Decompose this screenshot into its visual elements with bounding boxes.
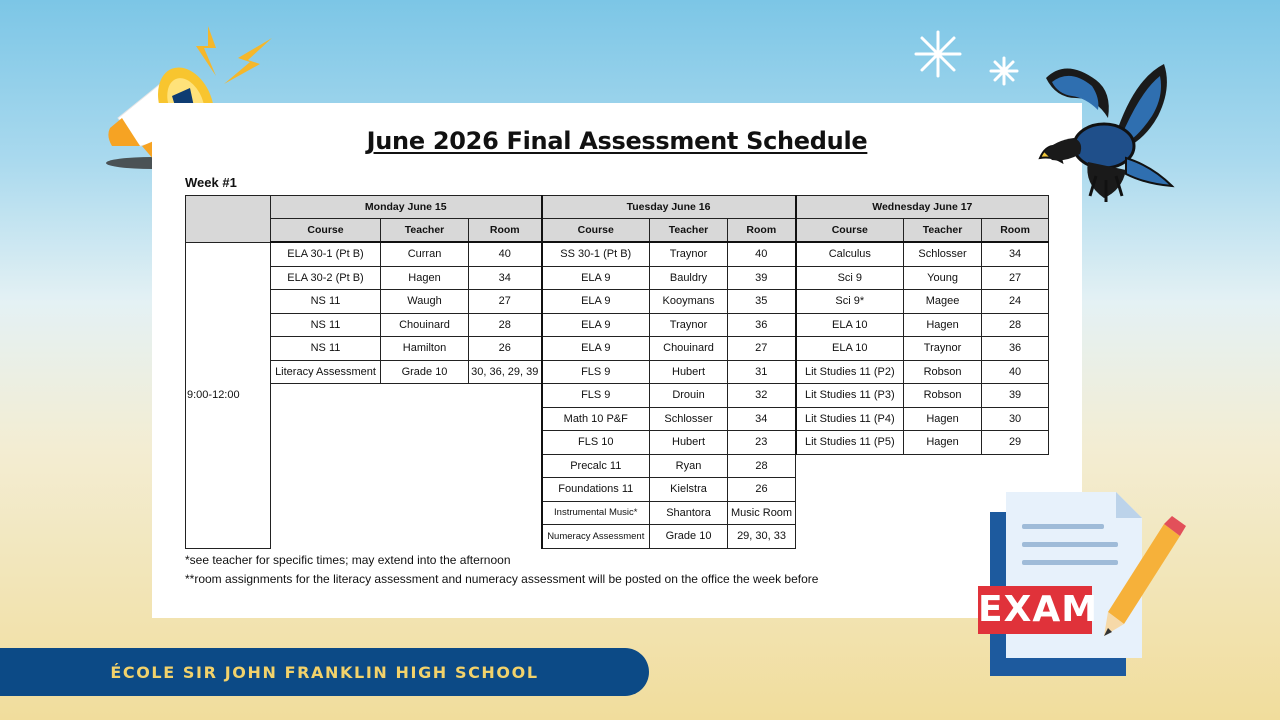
footnote: **room assignments for the literacy assessment and numeracy assessment will be posted on the office the week before bbox=[185, 572, 819, 586]
room-cell: 34 bbox=[469, 266, 542, 290]
teacher-cell: Kielstra bbox=[650, 478, 728, 502]
course-cell: Sci 9 bbox=[796, 266, 904, 290]
room-cell: Music Room bbox=[728, 501, 796, 525]
teacher-cell: Hagen bbox=[904, 431, 982, 455]
course-cell: ELA 9 bbox=[542, 266, 650, 290]
teacher-cell: Curran bbox=[381, 242, 469, 266]
room-cell: 34 bbox=[982, 242, 1049, 266]
room-cell: 24 bbox=[982, 290, 1049, 314]
room-cell: 26 bbox=[728, 478, 796, 502]
col-header-room: Room bbox=[982, 219, 1049, 243]
teacher-cell: Hagen bbox=[904, 407, 982, 431]
teacher-cell: Robson bbox=[904, 384, 982, 408]
hawk-mascot-icon bbox=[1026, 58, 1176, 206]
room-cell: 28 bbox=[982, 313, 1049, 337]
col-header-course: Course bbox=[796, 219, 904, 243]
room-cell: 29 bbox=[982, 431, 1049, 455]
teacher-cell: Shantora bbox=[650, 501, 728, 525]
table-row bbox=[186, 360, 1049, 384]
room-cell: 28 bbox=[728, 454, 796, 478]
room-cell: 29, 30, 33 bbox=[728, 525, 796, 549]
col-header-room: Room bbox=[728, 219, 796, 243]
room-cell: 30, 36, 29, 39 bbox=[469, 360, 542, 384]
room-cell: 40 bbox=[469, 242, 542, 266]
teacher-cell: Ryan bbox=[650, 454, 728, 478]
teacher-cell: Traynor bbox=[650, 313, 728, 337]
table-row bbox=[186, 384, 1049, 408]
table-row bbox=[186, 242, 1049, 266]
teacher-cell: Hubert bbox=[650, 360, 728, 384]
school-name: ÉCOLE SIR JOHN FRANKLIN HIGH SCHOOL bbox=[110, 662, 539, 682]
room-cell: 39 bbox=[982, 384, 1049, 408]
course-cell: Lit Studies 11 (P5) bbox=[796, 431, 904, 455]
room-cell: 27 bbox=[728, 337, 796, 361]
footnote: *see teacher for specific times; may extend into the afternoon bbox=[185, 553, 511, 567]
course-cell: Lit Studies 11 (P3) bbox=[796, 384, 904, 408]
course-cell: Instrumental Music* bbox=[542, 501, 650, 525]
course-cell: ELA 9 bbox=[542, 313, 650, 337]
course-cell: FLS 9 bbox=[542, 360, 650, 384]
teacher-cell: Robson bbox=[904, 360, 982, 384]
room-cell: 32 bbox=[728, 384, 796, 408]
course-cell: Precalc 11 bbox=[542, 454, 650, 478]
table-row bbox=[186, 337, 1049, 361]
teacher-cell: Hagen bbox=[904, 313, 982, 337]
teacher-cell: Kooymans bbox=[650, 290, 728, 314]
col-header-teacher: Teacher bbox=[904, 219, 982, 243]
course-cell: Literacy Assessment bbox=[271, 360, 381, 384]
teacher-cell: Traynor bbox=[650, 242, 728, 266]
course-cell: ELA 9 bbox=[542, 337, 650, 361]
course-cell: FLS 9 bbox=[542, 384, 650, 408]
col-header-teacher: Teacher bbox=[650, 219, 728, 243]
empty-cell bbox=[271, 384, 542, 549]
col-header-teacher: Teacher bbox=[381, 219, 469, 243]
room-cell: 39 bbox=[728, 266, 796, 290]
teacher-cell: Bauldry bbox=[650, 266, 728, 290]
school-banner bbox=[0, 648, 649, 696]
time-slot: 9:00-12:00 bbox=[186, 242, 271, 548]
teacher-cell: Hagen bbox=[381, 266, 469, 290]
teacher-cell: Grade 10 bbox=[381, 360, 469, 384]
course-cell: ELA 9 bbox=[542, 290, 650, 314]
exam-paper-icon bbox=[976, 490, 1188, 680]
room-cell: 26 bbox=[469, 337, 542, 361]
teacher-cell: Chouinard bbox=[381, 313, 469, 337]
course-cell: Numeracy Assessment bbox=[542, 525, 650, 549]
table-row bbox=[186, 313, 1049, 337]
room-cell: 36 bbox=[982, 337, 1049, 361]
sparkle-icon bbox=[912, 30, 1022, 90]
room-cell: 35 bbox=[728, 290, 796, 314]
teacher-cell: Drouin bbox=[650, 384, 728, 408]
day-header-wednesday: Wednesday June 17 bbox=[796, 196, 1049, 219]
teacher-cell: Schlosser bbox=[904, 242, 982, 266]
course-cell: Calculus bbox=[796, 242, 904, 266]
course-cell: Lit Studies 11 (P2) bbox=[796, 360, 904, 384]
room-cell: 40 bbox=[982, 360, 1049, 384]
room-cell: 31 bbox=[728, 360, 796, 384]
col-header-room: Room bbox=[469, 219, 542, 243]
room-cell: 40 bbox=[728, 242, 796, 266]
table-row bbox=[186, 290, 1049, 314]
course-cell: Sci 9* bbox=[796, 290, 904, 314]
course-cell: Lit Studies 11 (P4) bbox=[796, 407, 904, 431]
teacher-cell: Hubert bbox=[650, 431, 728, 455]
page-title: June 2026 Final Assessment Schedule bbox=[366, 127, 868, 155]
course-cell: FLS 10 bbox=[542, 431, 650, 455]
col-header-course: Course bbox=[542, 219, 650, 243]
day-header-monday: Monday June 15 bbox=[271, 196, 542, 219]
schedule-table bbox=[185, 195, 1049, 549]
day-header-tuesday: Tuesday June 16 bbox=[542, 196, 796, 219]
course-cell: SS 30-1 (Pt B) bbox=[542, 242, 650, 266]
teacher-cell: Hamilton bbox=[381, 337, 469, 361]
table-row bbox=[186, 266, 1049, 290]
teacher-cell: Young bbox=[904, 266, 982, 290]
exam-label: EXAM bbox=[978, 589, 1099, 630]
course-cell: ELA 10 bbox=[796, 313, 904, 337]
col-header-course: Course bbox=[271, 219, 381, 243]
course-cell: Math 10 P&F bbox=[542, 407, 650, 431]
course-cell: Foundations 11 bbox=[542, 478, 650, 502]
room-cell: 23 bbox=[728, 431, 796, 455]
teacher-cell: Chouinard bbox=[650, 337, 728, 361]
room-cell: 36 bbox=[728, 313, 796, 337]
room-cell: 28 bbox=[469, 313, 542, 337]
course-cell: NS 11 bbox=[271, 337, 381, 361]
teacher-cell: Waugh bbox=[381, 290, 469, 314]
room-cell: 30 bbox=[982, 407, 1049, 431]
course-cell: NS 11 bbox=[271, 313, 381, 337]
time-header bbox=[186, 196, 271, 243]
room-cell: 34 bbox=[728, 407, 796, 431]
teacher-cell: Schlosser bbox=[650, 407, 728, 431]
room-cell: 27 bbox=[469, 290, 542, 314]
course-cell: ELA 10 bbox=[796, 337, 904, 361]
teacher-cell: Traynor bbox=[904, 337, 982, 361]
course-cell: ELA 30-1 (Pt B) bbox=[271, 242, 381, 266]
room-cell: 27 bbox=[982, 266, 1049, 290]
course-cell: NS 11 bbox=[271, 290, 381, 314]
teacher-cell: Grade 10 bbox=[650, 525, 728, 549]
teacher-cell: Magee bbox=[904, 290, 982, 314]
course-cell: ELA 30-2 (Pt B) bbox=[271, 266, 381, 290]
schedule-document bbox=[152, 103, 1082, 618]
week-label: Week #1 bbox=[185, 175, 237, 190]
